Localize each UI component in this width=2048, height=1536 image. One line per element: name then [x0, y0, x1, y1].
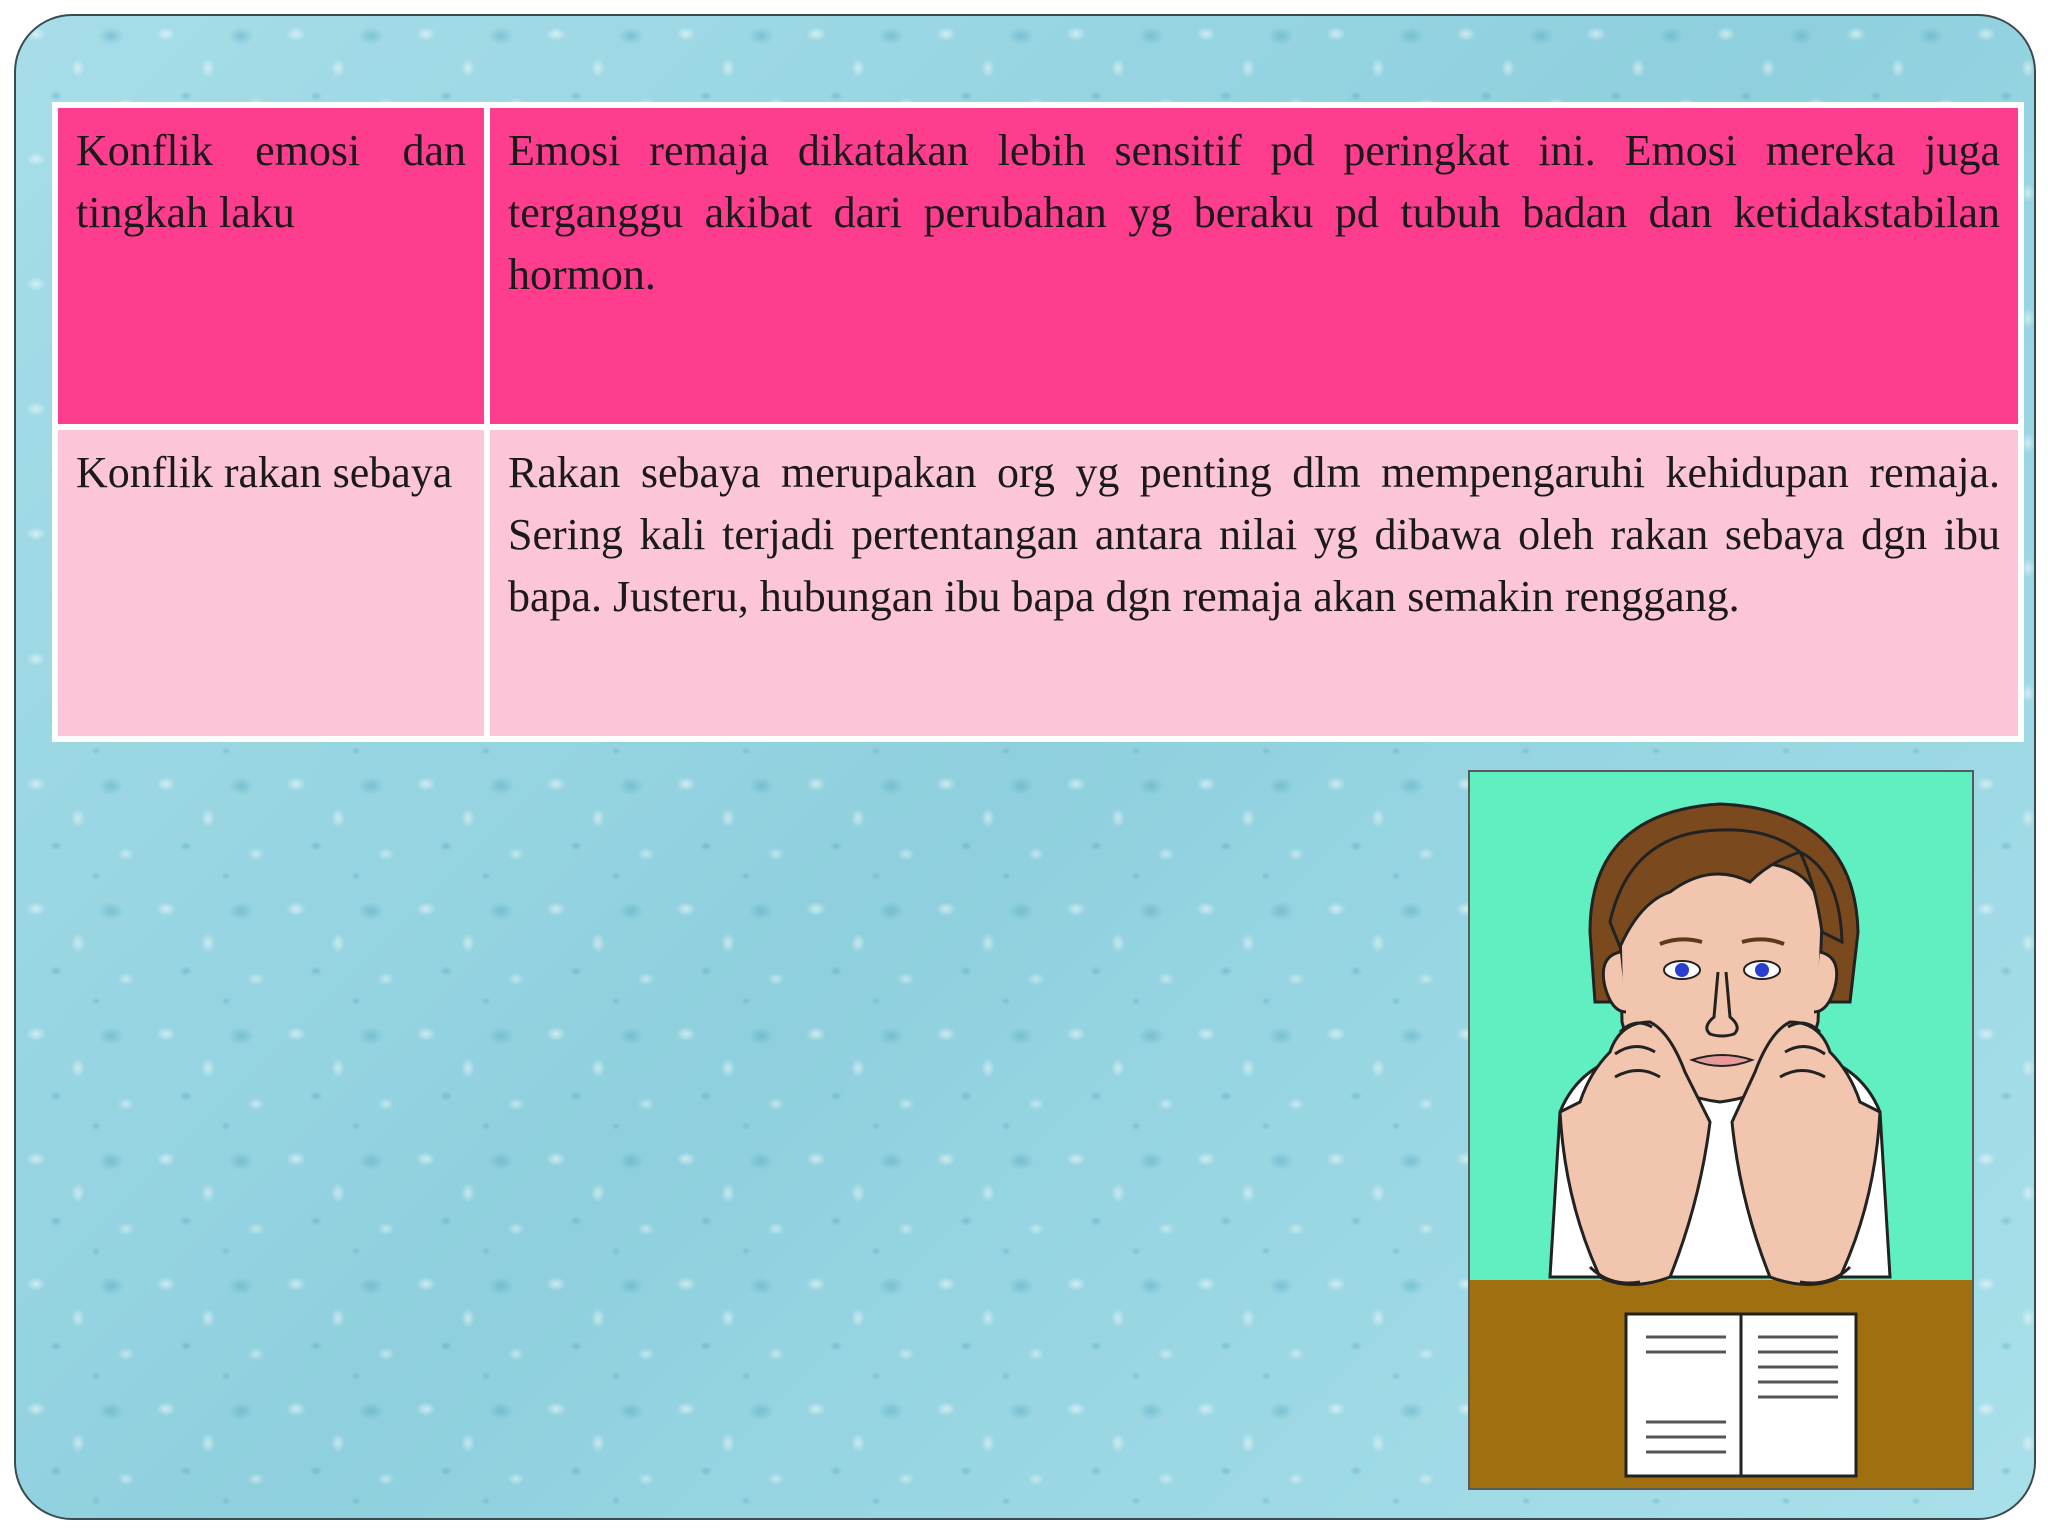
description-cell: Rakan sebaya merupakan org yg penting dlm mempengaruhi kehidupan remaja. Sering kali terjadi pertentangan antara nilai yg dibawa oleh rakan sebaya dgn ibu bapa. Justeru, hubungan ibu bapa dgn remaja akan semakin renggang. [487, 427, 2021, 739]
slide [14, 14, 2036, 1520]
topic-cell: Konflik emosi dan tingkah laku [55, 105, 487, 427]
content-table [52, 102, 2024, 742]
thinking-boy-illustration [1468, 770, 1974, 1490]
table-row [55, 105, 2021, 427]
table-row [55, 427, 2021, 739]
description-cell: Emosi remaja dikatakan lebih sensitif pd peringkat ini. Emosi mereka juga terganggu akibat dari perubahan yg beraku pd tubuh badan dan ketidakstabilan hormon. [487, 105, 2021, 427]
topic-cell: Konflik rakan sebaya [55, 427, 487, 739]
thinking-boy-icon [1470, 772, 1972, 1488]
